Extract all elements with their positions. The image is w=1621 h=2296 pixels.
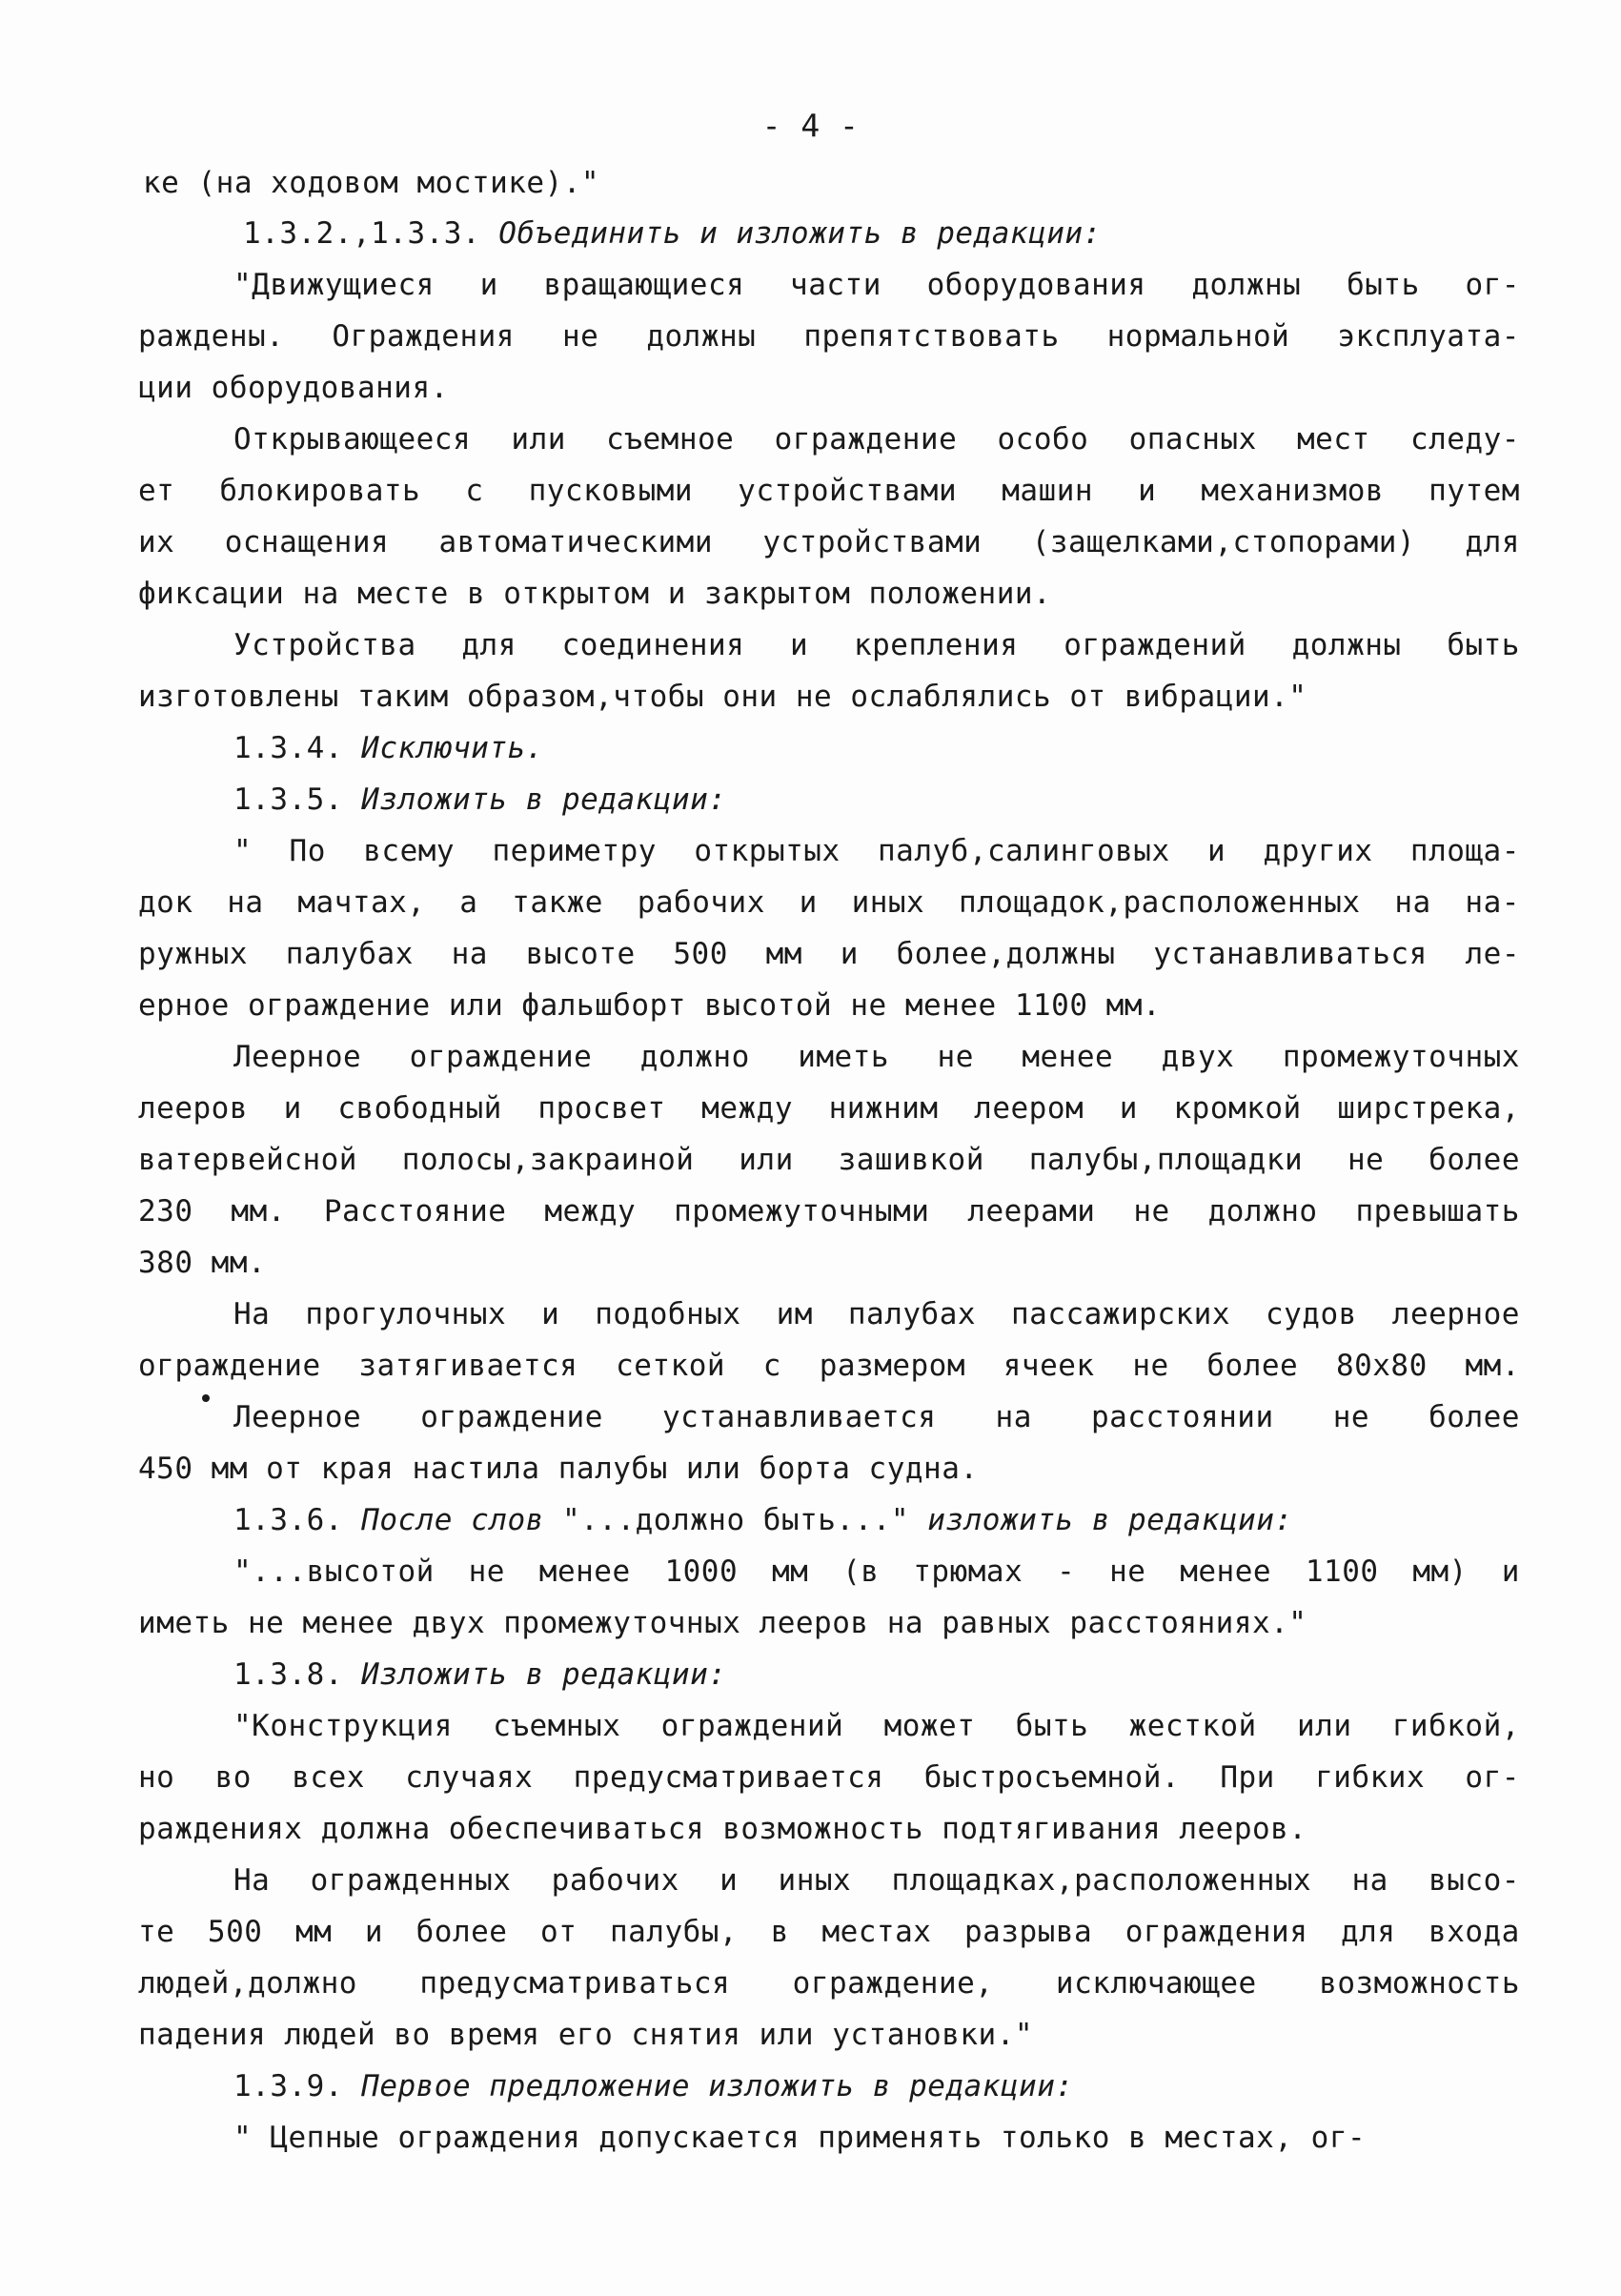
word: не bbox=[937, 1040, 974, 1074]
word: быть bbox=[1347, 268, 1420, 302]
word: По bbox=[289, 834, 326, 868]
word: иных bbox=[851, 885, 925, 920]
text-line bbox=[233, 774, 726, 825]
word: прогулочных bbox=[305, 1297, 507, 1331]
text-segment: 1.3.6. bbox=[233, 1503, 362, 1537]
text-line bbox=[138, 568, 1051, 620]
word: мачтах, bbox=[297, 885, 426, 920]
word: (защелками,стопорами) bbox=[1031, 525, 1416, 559]
word: "Конструкция bbox=[233, 1709, 453, 1743]
text-line bbox=[138, 517, 1520, 568]
word: кромкой bbox=[1173, 1091, 1302, 1126]
word: должно bbox=[639, 1040, 750, 1074]
word: ле- bbox=[1465, 937, 1520, 971]
word: (в bbox=[842, 1554, 880, 1589]
italic-segment: Исключить. bbox=[361, 731, 544, 765]
word: и bbox=[840, 937, 859, 971]
word: 1100 bbox=[1305, 1554, 1379, 1589]
word: устройствами bbox=[738, 474, 958, 508]
text-line bbox=[243, 208, 1102, 259]
word: ширстрека, bbox=[1337, 1091, 1520, 1126]
word: периметру bbox=[492, 834, 657, 868]
word: Ограждения bbox=[332, 319, 515, 354]
word: оснащения bbox=[224, 525, 390, 559]
text-line bbox=[233, 1494, 1293, 1546]
text-line bbox=[233, 2112, 1366, 2164]
word: разрыва bbox=[964, 1915, 1093, 1949]
word: на bbox=[227, 885, 264, 920]
word: промежуточных bbox=[1282, 1040, 1520, 1074]
word: предусматривается bbox=[573, 1760, 884, 1795]
word: подобных bbox=[595, 1297, 741, 1331]
text-segment: 380 мм. bbox=[138, 1246, 267, 1280]
word: устанавливаться bbox=[1153, 937, 1428, 971]
text-line bbox=[138, 1803, 1307, 1855]
text-segment: ции оборудования. bbox=[138, 371, 449, 405]
word: особо bbox=[997, 422, 1089, 457]
word: двух bbox=[1161, 1040, 1235, 1074]
word: Открывающееся bbox=[233, 422, 472, 457]
text-line bbox=[138, 1237, 266, 1289]
text-segment: ке (на ходовом мостике)." bbox=[143, 166, 600, 200]
text-line bbox=[233, 620, 1520, 671]
text-line bbox=[233, 1392, 1520, 1443]
word: ограждение bbox=[774, 422, 958, 457]
word: блокировать bbox=[219, 474, 421, 508]
word: и bbox=[479, 268, 498, 302]
word: палубах bbox=[847, 1297, 977, 1331]
word: должны bbox=[646, 319, 757, 354]
word: на- bbox=[1465, 885, 1520, 920]
word: от bbox=[540, 1915, 577, 1949]
word: ограждения bbox=[1125, 1915, 1308, 1949]
word: мест bbox=[1297, 422, 1370, 457]
word: машин bbox=[1002, 474, 1094, 508]
word: для bbox=[1465, 525, 1520, 559]
word: огражденных bbox=[310, 1863, 512, 1898]
text-line bbox=[138, 1906, 1520, 1958]
word: входа bbox=[1429, 1915, 1520, 1949]
word: ограждение bbox=[138, 1349, 321, 1383]
ink-dot-mark bbox=[202, 1394, 210, 1402]
italic-segment: После слов bbox=[361, 1503, 562, 1537]
italic-segment: Изложить в редакции: bbox=[361, 782, 727, 817]
text-line bbox=[233, 1546, 1520, 1597]
word: части bbox=[790, 268, 881, 302]
text-line bbox=[233, 259, 1520, 311]
word: превышать bbox=[1355, 1194, 1520, 1229]
word: ячеек bbox=[1003, 1349, 1095, 1383]
word: или bbox=[511, 422, 566, 457]
word: механизмов bbox=[1201, 474, 1385, 508]
word: Леерное bbox=[233, 1400, 362, 1434]
word: не bbox=[1347, 1143, 1385, 1177]
word: людей,должно bbox=[138, 1966, 357, 2001]
word: или bbox=[739, 1143, 794, 1177]
word: мм. bbox=[231, 1194, 286, 1229]
text-line bbox=[233, 825, 1520, 877]
word: местах bbox=[821, 1915, 932, 1949]
word: мм) bbox=[1412, 1554, 1468, 1589]
text-segment: 1.3.4. bbox=[233, 731, 362, 765]
word: более bbox=[1429, 1143, 1520, 1177]
word: менее bbox=[1180, 1554, 1272, 1589]
word: во bbox=[214, 1760, 252, 1795]
word: и bbox=[541, 1297, 560, 1331]
text-segment: " Цепные ограждения допускается применять только в местах, ог- bbox=[233, 2121, 1367, 2155]
word: Расстояние bbox=[323, 1194, 507, 1229]
word: лееров bbox=[138, 1091, 248, 1126]
word: и bbox=[1207, 834, 1226, 868]
word: может bbox=[883, 1709, 976, 1743]
word: расстоянии bbox=[1090, 1400, 1274, 1434]
word: быстросъемной. bbox=[923, 1760, 1181, 1795]
word: автоматическими bbox=[438, 525, 713, 559]
text-line bbox=[138, 671, 1307, 722]
text-line bbox=[138, 1752, 1520, 1803]
word: просвет bbox=[537, 1091, 666, 1126]
text-line bbox=[143, 157, 599, 209]
word: и bbox=[1138, 474, 1157, 508]
word: площадок,расположенных bbox=[958, 885, 1361, 920]
word: исключающее bbox=[1055, 1966, 1257, 2001]
word: ограждение bbox=[409, 1040, 593, 1074]
word: и bbox=[364, 1915, 384, 1949]
word: быть bbox=[1015, 1709, 1089, 1743]
word: не bbox=[1109, 1554, 1146, 1589]
word: соединения bbox=[561, 628, 745, 662]
word: гибких bbox=[1315, 1760, 1426, 1795]
word: между bbox=[701, 1091, 793, 1126]
word: на bbox=[995, 1400, 1032, 1434]
word: ограждение, bbox=[792, 1966, 994, 2001]
word: Леерное bbox=[233, 1040, 362, 1074]
text-segment: 1.3.2.,1.3.3. bbox=[243, 216, 499, 251]
text-line bbox=[138, 1958, 1520, 2009]
word: менее bbox=[1022, 1040, 1114, 1074]
word: палуб,салинговых bbox=[878, 834, 1170, 868]
text-line bbox=[138, 465, 1520, 517]
word: и bbox=[719, 1863, 739, 1898]
word: ружных bbox=[138, 937, 248, 971]
word: следу- bbox=[1409, 422, 1520, 457]
word: иметь bbox=[798, 1040, 890, 1074]
word: путем bbox=[1429, 474, 1520, 508]
word: с bbox=[465, 474, 484, 508]
word: док bbox=[138, 885, 193, 920]
word: съемное bbox=[606, 422, 735, 457]
word: не bbox=[1132, 1349, 1169, 1383]
text-segment: 450 мм от края настила палубы или борта судна. bbox=[138, 1452, 979, 1486]
word: других bbox=[1263, 834, 1373, 868]
word: леером bbox=[974, 1091, 1084, 1126]
italic-segment: изложить в редакции: bbox=[927, 1503, 1293, 1537]
word: на bbox=[1351, 1863, 1388, 1898]
word: менее bbox=[538, 1554, 631, 1589]
word: всех bbox=[292, 1760, 365, 1795]
text-line bbox=[138, 1186, 1520, 1237]
word: леерами bbox=[967, 1194, 1096, 1229]
word: палубы,площадки bbox=[1028, 1143, 1304, 1177]
word: с bbox=[762, 1349, 781, 1383]
text-segment: ерное ограждение или фальшборт высотой не менее 1100 мм. bbox=[138, 988, 1162, 1023]
word: всему bbox=[363, 834, 456, 868]
word: рабочих bbox=[637, 885, 765, 920]
italic-segment: Изложить в редакции: bbox=[361, 1657, 727, 1692]
word: нижним bbox=[828, 1091, 939, 1126]
word: более bbox=[1429, 1400, 1520, 1434]
word: палубы, bbox=[609, 1915, 739, 1949]
word: нормальной bbox=[1106, 319, 1290, 354]
word: иных bbox=[778, 1863, 852, 1898]
text-line bbox=[233, 2061, 1074, 2112]
word: Устройства bbox=[233, 628, 416, 662]
word: не bbox=[1332, 1400, 1370, 1434]
word: устанавливается bbox=[661, 1400, 937, 1434]
text-line bbox=[138, 1443, 979, 1494]
word: в bbox=[770, 1915, 789, 1949]
word: крепления bbox=[853, 628, 1019, 662]
text-line bbox=[138, 2009, 1033, 2061]
word: должны bbox=[1291, 628, 1402, 662]
word: площа- bbox=[1409, 834, 1520, 868]
word: препятствовать bbox=[803, 319, 1060, 354]
word: На bbox=[233, 1863, 271, 1898]
word: также bbox=[512, 885, 603, 920]
word: мм. bbox=[1465, 1349, 1520, 1383]
word: съемных bbox=[493, 1709, 621, 1743]
word: рабочих bbox=[551, 1863, 679, 1898]
italic-segment: Первое предложение изложить в редакции: bbox=[361, 2069, 1074, 2103]
word: свободный bbox=[337, 1091, 502, 1126]
word: ограждений bbox=[660, 1709, 844, 1743]
text-line bbox=[138, 1083, 1520, 1134]
word: возможность bbox=[1319, 1966, 1520, 2001]
text-segment: 1.3.9. bbox=[233, 2069, 362, 2103]
word: раждены. bbox=[138, 319, 285, 354]
word: и bbox=[1119, 1091, 1138, 1126]
word: более bbox=[1206, 1349, 1299, 1383]
word: открытых bbox=[694, 834, 841, 868]
word: высоте bbox=[525, 937, 636, 971]
word: вращающиеся bbox=[543, 268, 745, 302]
word: эксплуата- bbox=[1337, 319, 1520, 354]
word: На bbox=[233, 1297, 271, 1331]
word: 230 bbox=[138, 1194, 193, 1229]
word: ограждений bbox=[1064, 628, 1246, 662]
word: не bbox=[468, 1554, 505, 1589]
word: устройствами bbox=[762, 525, 983, 559]
word: жесткой bbox=[1128, 1709, 1257, 1743]
text-segment: 1.3.8. bbox=[233, 1657, 362, 1692]
word: "Движущиеся bbox=[233, 268, 435, 302]
word: и bbox=[1501, 1554, 1520, 1589]
word: полосы,закраиной bbox=[401, 1143, 695, 1177]
word: для bbox=[1340, 1915, 1396, 1949]
word: ограждение bbox=[420, 1400, 603, 1434]
word: пассажирских bbox=[1011, 1297, 1230, 1331]
word: мм bbox=[771, 1554, 809, 1589]
text-line bbox=[233, 1031, 1520, 1083]
word: сеткой bbox=[616, 1349, 726, 1383]
text-line bbox=[233, 722, 544, 774]
text-segment: 1.3.5. bbox=[233, 782, 362, 817]
word: зашивкой bbox=[838, 1143, 984, 1177]
word: и bbox=[283, 1091, 302, 1126]
word: При bbox=[1220, 1760, 1275, 1795]
word: палубах bbox=[285, 937, 414, 971]
text-segment: фиксации на месте в открытом и закрытом положении. bbox=[138, 577, 1052, 611]
text-segment: падения людей во время его снятия или установки." bbox=[138, 2018, 1034, 2052]
word: не bbox=[1133, 1194, 1170, 1229]
word: площадках,расположенных bbox=[891, 1863, 1312, 1898]
text-segment: "...должно быть..." bbox=[561, 1503, 928, 1537]
text-line bbox=[138, 1134, 1520, 1186]
text-line bbox=[233, 1855, 1520, 1906]
text-line bbox=[138, 362, 449, 414]
word: на bbox=[451, 937, 488, 971]
word: а bbox=[459, 885, 478, 920]
word: и bbox=[790, 628, 809, 662]
word: 80х80 bbox=[1335, 1349, 1428, 1383]
word: должно bbox=[1207, 1194, 1318, 1229]
word: для bbox=[461, 628, 517, 662]
word: но bbox=[138, 1760, 175, 1795]
word: ет bbox=[138, 474, 175, 508]
word: затягивается bbox=[358, 1349, 578, 1383]
word: ог- bbox=[1465, 1760, 1520, 1795]
text-segment: иметь не менее двух промежуточных лееров на равных расстояниях." bbox=[138, 1606, 1307, 1640]
word: " bbox=[233, 834, 253, 868]
word: более,должны bbox=[896, 937, 1116, 971]
italic-segment: Объединить и изложить в редакции: bbox=[498, 216, 1102, 251]
word: леерное bbox=[1391, 1297, 1520, 1331]
text-line bbox=[138, 980, 1161, 1031]
word: 500 bbox=[673, 937, 728, 971]
text-line bbox=[233, 1289, 1520, 1340]
word: предусматриваться bbox=[419, 1966, 731, 2001]
word: трюмах bbox=[913, 1554, 1023, 1589]
word: те bbox=[138, 1915, 175, 1949]
word: и bbox=[799, 885, 818, 920]
word: размером bbox=[819, 1349, 966, 1383]
text-line bbox=[233, 1649, 726, 1700]
word: пусковыми bbox=[528, 474, 694, 508]
word: мм bbox=[765, 937, 802, 971]
text-line bbox=[233, 1700, 1520, 1752]
text-line bbox=[138, 1340, 1520, 1392]
word: или bbox=[1297, 1709, 1352, 1743]
word: мм bbox=[294, 1915, 333, 1949]
word: ог- bbox=[1465, 268, 1520, 302]
word: быть bbox=[1447, 628, 1520, 662]
text-line bbox=[138, 928, 1520, 980]
word: гибкой, bbox=[1391, 1709, 1520, 1743]
word: 500 bbox=[207, 1915, 263, 1949]
word: - bbox=[1057, 1554, 1076, 1589]
word: 1000 bbox=[664, 1554, 739, 1589]
text-line bbox=[138, 877, 1520, 928]
word: на bbox=[1394, 885, 1431, 920]
text-line bbox=[233, 414, 1520, 465]
word: между bbox=[544, 1194, 637, 1229]
word: случаях bbox=[405, 1760, 534, 1795]
text-line bbox=[138, 311, 1520, 362]
word: более bbox=[415, 1915, 508, 1949]
text-line bbox=[138, 1597, 1307, 1649]
word: должны bbox=[1191, 268, 1302, 302]
word: не bbox=[561, 319, 599, 354]
word: им bbox=[776, 1297, 813, 1331]
word: ватервейсной bbox=[138, 1143, 357, 1177]
word: промежуточными bbox=[674, 1194, 930, 1229]
word: их bbox=[138, 525, 175, 559]
word: судов bbox=[1265, 1297, 1357, 1331]
word: оборудования bbox=[926, 268, 1146, 302]
word: опасных bbox=[1128, 422, 1257, 457]
word: высо- bbox=[1429, 1863, 1520, 1898]
text-segment: раждениях должна обеспечиваться возможность подтягивания лееров. bbox=[138, 1812, 1307, 1846]
word: "...высотой bbox=[233, 1554, 435, 1589]
text-segment: изготовлены таким образом,чтобы они не ослаблялись от вибрации." bbox=[138, 680, 1307, 714]
page-number: - 4 - bbox=[761, 107, 860, 144]
